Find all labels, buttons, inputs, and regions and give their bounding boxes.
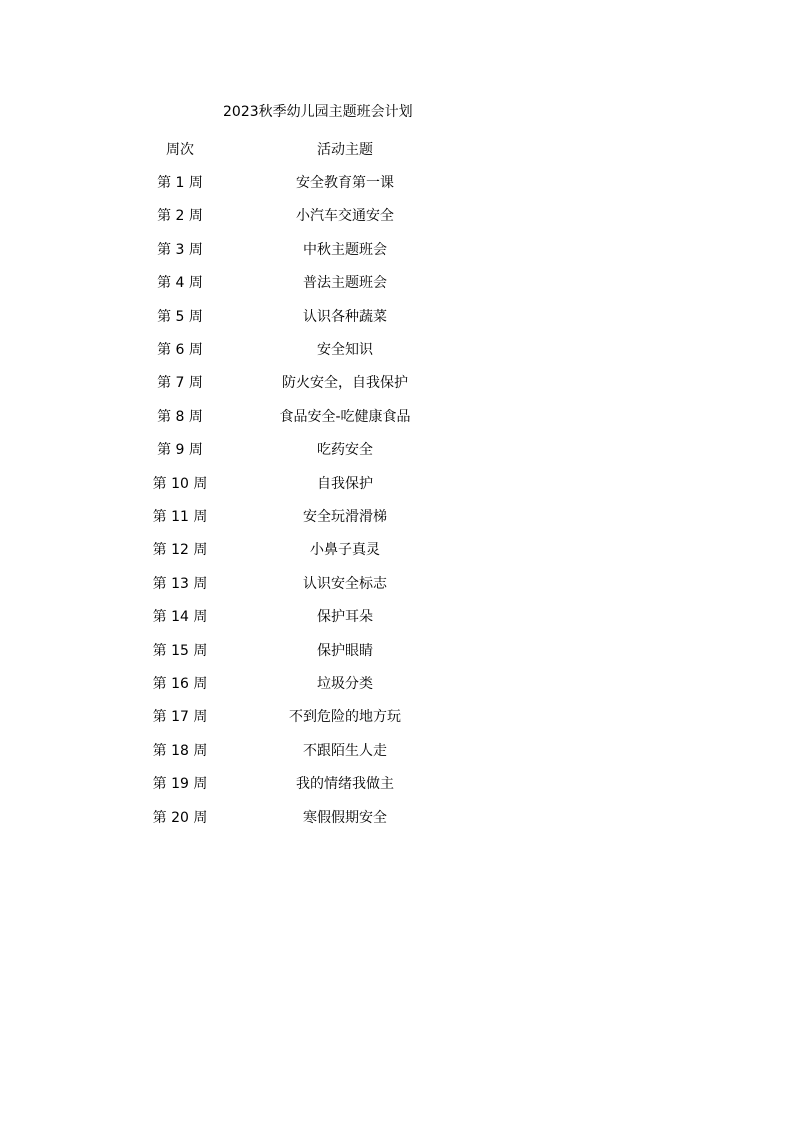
table-row bbox=[140, 165, 480, 198]
table-row bbox=[140, 466, 480, 499]
table-row bbox=[140, 599, 480, 632]
plan-table bbox=[140, 132, 480, 833]
week-cell: 第 15 周 bbox=[152, 642, 208, 659]
topic-cell: 保护耳朵 bbox=[317, 609, 373, 626]
week-cell: 第 1 周 bbox=[157, 175, 203, 192]
topic-cell: 垃圾分类 bbox=[317, 675, 373, 692]
table-row bbox=[140, 700, 480, 733]
table-row bbox=[140, 399, 480, 432]
topic-cell: 寒假假期安全 bbox=[303, 809, 387, 826]
topic-cell: 不跟陌生人走 bbox=[303, 742, 387, 759]
topic-cell: 小汽车交通安全 bbox=[296, 208, 394, 225]
topic-cell: 食品安全-吃健康食品 bbox=[279, 408, 411, 425]
week-cell: 第 6 周 bbox=[157, 342, 203, 359]
document-title: 2023秋季幼儿园主题班会计划 bbox=[223, 104, 413, 120]
table-row bbox=[140, 299, 480, 332]
topic-cell: 认识各种蔬菜 bbox=[303, 308, 387, 325]
table-row bbox=[140, 800, 480, 833]
topic-cell: 中秋主题班会 bbox=[303, 241, 387, 258]
table-row bbox=[140, 199, 480, 232]
week-cell: 第 12 周 bbox=[152, 542, 208, 559]
table-row bbox=[140, 332, 480, 365]
week-cell: 第 3 周 bbox=[157, 241, 203, 258]
topic-cell: 小鼻子真灵 bbox=[310, 542, 380, 559]
table-row bbox=[140, 733, 480, 766]
table-row bbox=[140, 266, 480, 299]
topic-cell: 普法主题班会 bbox=[303, 275, 387, 292]
table-header-row bbox=[140, 132, 480, 165]
week-cell: 第 2 周 bbox=[157, 208, 203, 225]
table-row bbox=[140, 366, 480, 399]
header-topic: 活动主题 bbox=[317, 141, 373, 158]
topic-cell: 保护眼睛 bbox=[317, 642, 373, 659]
topic-cell: 自我保护 bbox=[317, 475, 373, 492]
week-cell: 第 16 周 bbox=[152, 675, 208, 692]
week-cell: 第 5 周 bbox=[157, 308, 203, 325]
topic-cell: 我的情绪我做主 bbox=[296, 776, 394, 793]
week-cell: 第 20 周 bbox=[152, 809, 208, 826]
table-row bbox=[140, 499, 480, 532]
week-cell: 第 18 周 bbox=[152, 742, 208, 759]
week-cell: 第 14 周 bbox=[152, 609, 208, 626]
table-body bbox=[140, 165, 480, 833]
table-row bbox=[140, 766, 480, 799]
week-cell: 第 7 周 bbox=[157, 375, 203, 392]
week-cell: 第 17 周 bbox=[152, 709, 208, 726]
week-cell: 第 13 周 bbox=[152, 575, 208, 592]
table-row bbox=[140, 433, 480, 466]
topic-cell: 认识安全标志 bbox=[303, 575, 387, 592]
table-row bbox=[140, 232, 480, 265]
table-row bbox=[140, 533, 480, 566]
week-cell: 第 11 周 bbox=[152, 508, 208, 525]
week-cell: 第 4 周 bbox=[157, 275, 203, 292]
table-row bbox=[140, 633, 480, 666]
table-row bbox=[140, 566, 480, 599]
topic-cell: 不到危险的地方玩 bbox=[289, 709, 401, 726]
topic-cell: 吃药安全 bbox=[317, 442, 373, 459]
week-cell: 第 19 周 bbox=[152, 776, 208, 793]
topic-cell: 安全教育第一课 bbox=[296, 175, 394, 192]
topic-cell: 安全玩滑滑梯 bbox=[303, 508, 387, 525]
table-row bbox=[140, 666, 480, 699]
topic-cell: 安全知识 bbox=[317, 342, 373, 359]
header-week: 周次 bbox=[166, 141, 194, 158]
topic-cell: 防火安全，自我保护 bbox=[282, 375, 408, 392]
week-cell: 第 9 周 bbox=[157, 442, 203, 459]
week-cell: 第 10 周 bbox=[152, 475, 208, 492]
week-cell: 第 8 周 bbox=[157, 408, 203, 425]
